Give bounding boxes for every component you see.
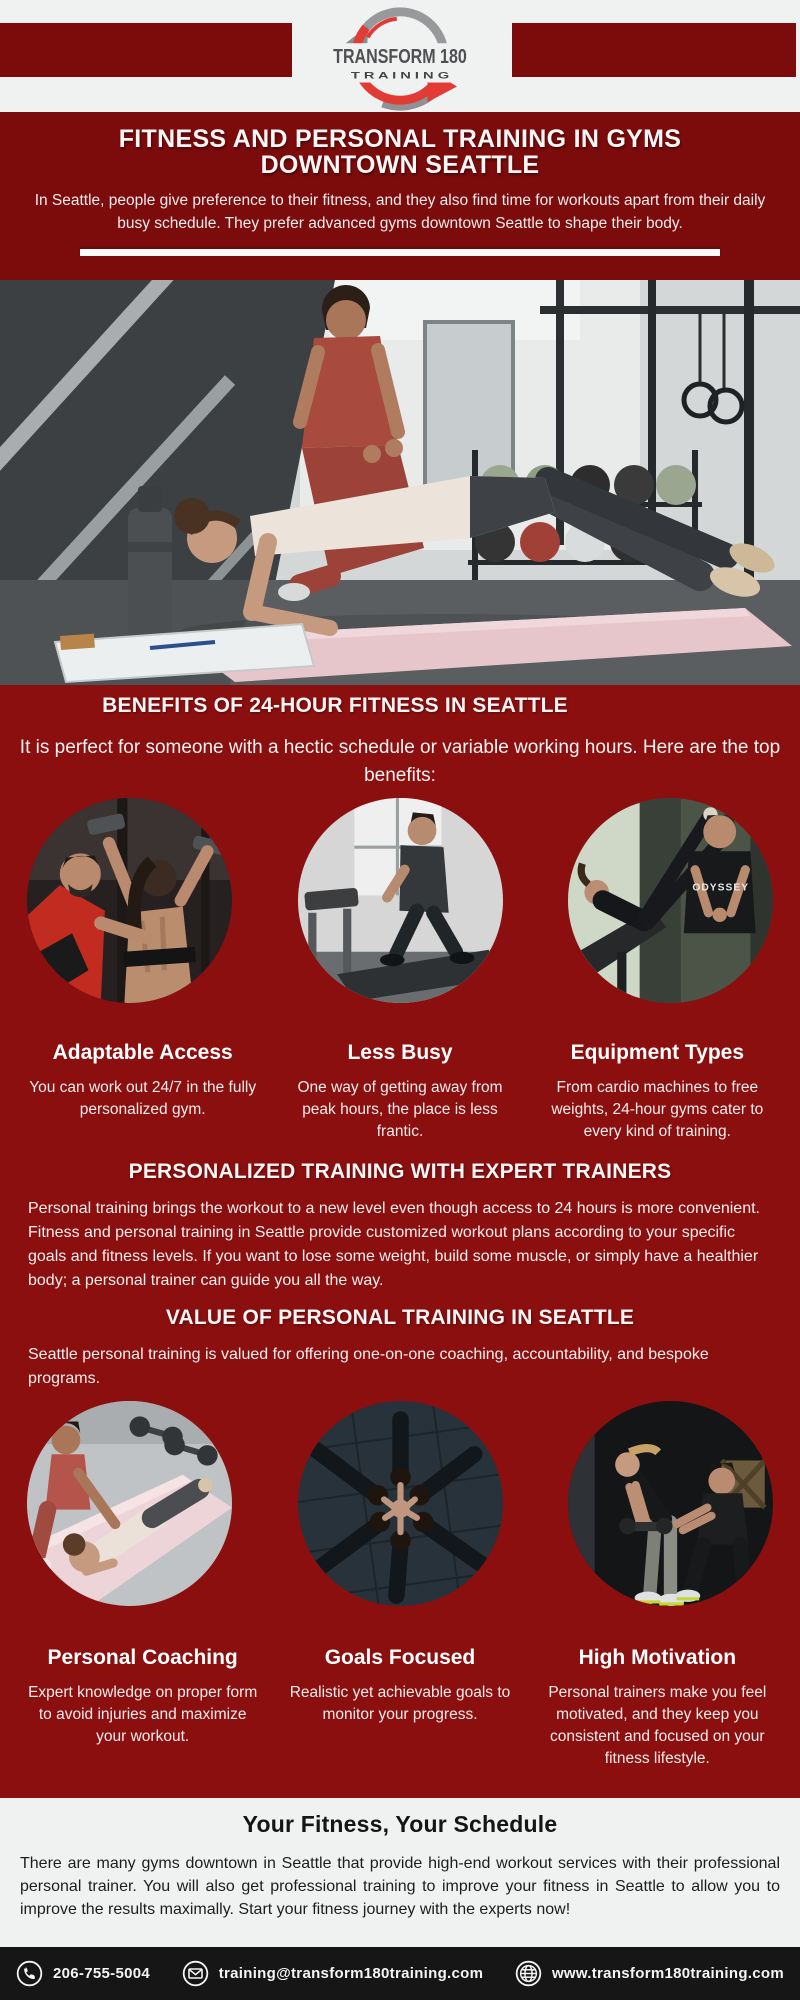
value-description: Personal trainers make you feel motivated, and they keep you consistent and focused on your fitness lifestyle. bbox=[548, 1684, 767, 1767]
value-title: Personal Coaching bbox=[47, 1646, 238, 1669]
logo-brand-text: TRANSFORM 180 bbox=[333, 44, 467, 68]
benefit-description: From cardio machines to free weights, 24-hour gyms cater to every kind of training. bbox=[551, 1079, 764, 1140]
coach-plank-mat-photo bbox=[27, 1401, 232, 1606]
personalized-heading: PERSONALIZED TRAINING WITH EXPERT TRAINERS bbox=[128, 1160, 672, 1183]
phone-number[interactable]: 206-755-5004 bbox=[53, 1965, 151, 1982]
closing-section bbox=[0, 1798, 800, 1947]
benefits-caption-row bbox=[0, 1041, 800, 1143]
photo-equipment-types bbox=[568, 798, 773, 1003]
photo-high-motivation bbox=[568, 1401, 773, 1606]
value-item-goals-focused bbox=[271, 1646, 528, 1770]
value-caption-row bbox=[0, 1646, 800, 1770]
logo-sub-text: T R A I N I N G bbox=[350, 70, 450, 81]
hero-photo bbox=[0, 280, 800, 685]
value-heading: VALUE OF PERSONAL TRAINING IN SEATTLE bbox=[165, 1306, 635, 1329]
closing-heading: Your Fitness, Your Schedule bbox=[242, 1811, 558, 1837]
divider-line bbox=[80, 249, 720, 256]
transform180-logo-icon bbox=[290, 0, 510, 112]
footer-contact-bar bbox=[0, 1947, 800, 2000]
email-icon bbox=[182, 1960, 209, 1987]
brand-logo bbox=[290, 0, 510, 117]
benefit-title: Less Busy bbox=[347, 1041, 453, 1064]
photo-adaptable-access bbox=[27, 798, 232, 1003]
phone-icon bbox=[16, 1960, 43, 1987]
website-contact[interactable] bbox=[515, 1960, 784, 1987]
value-item-personal-coaching bbox=[14, 1646, 271, 1770]
photo-less-busy bbox=[298, 798, 503, 1003]
benefit-item-less-busy bbox=[271, 1041, 528, 1143]
value-title: Goals Focused bbox=[324, 1646, 476, 1669]
globe-icon bbox=[515, 1960, 542, 1987]
group-plank-circle-photo bbox=[298, 1401, 503, 1606]
benefits-intro: It is perfect for someone with a hectic schedule or variable working hours. Here are the top benefits: bbox=[19, 737, 781, 786]
email-address[interactable]: training@transform180training.com bbox=[218, 1965, 484, 1982]
shirt-brand-text: ODYSSEY bbox=[692, 882, 750, 894]
header-bar-right bbox=[512, 23, 796, 77]
value-description: Realistic yet achievable goals to monitor your progress. bbox=[289, 1684, 511, 1723]
intro-paragraph: In Seattle, people give preference to their fitness, and they also find time for workouts apart from their daily busy schedule. They prefer advanced gyms downtown Seattle to shape their body. bbox=[34, 192, 766, 232]
benefit-title: Equipment Types bbox=[570, 1041, 745, 1064]
value-paragraph: Seattle personal training is valued for offering one-on-one coaching, accountability, and bespoke programs. bbox=[28, 1346, 709, 1387]
benefits-photo-row bbox=[0, 798, 800, 1003]
header-bar-left bbox=[0, 23, 292, 77]
personalized-paragraph: Personal training brings the workout to a new level even though access to 24 hours is more convenient. Fitness and personal training in Seattle provide customized workout plans according to your specific goals and fitness levels. If you want to lose some weight, build some muscle, or simply have a healthier body; a personal trainer can guide you all the way. bbox=[28, 1200, 760, 1289]
website-url[interactable]: www.transform180training.com bbox=[551, 1965, 784, 1982]
benefit-description: You can work out 24/7 in the fully personalized gym. bbox=[29, 1079, 257, 1118]
benefit-item-adaptable-access bbox=[14, 1041, 271, 1143]
main-content bbox=[0, 685, 800, 1798]
hero-gym-plank-photo bbox=[0, 280, 800, 685]
benefits-heading: BENEFITS OF 24-HOUR FITNESS IN SEATTLE bbox=[102, 694, 568, 717]
treadmill-runner-photo bbox=[298, 798, 503, 1003]
trainer-bench-workout-photo bbox=[568, 798, 773, 1003]
title-section bbox=[0, 112, 800, 280]
phone-contact[interactable] bbox=[16, 1960, 150, 1987]
email-contact[interactable] bbox=[182, 1960, 484, 1987]
page-title bbox=[0, 126, 800, 178]
benefit-item-equipment-types bbox=[529, 1041, 786, 1143]
closing-paragraph: There are many gyms downtown in Seattle that provide high-end workout services with their professional personal trainer. You will also get professional training to improve your fitness in Seattle to allow you to improve the results maximally. Start your fitness journey with the experts now! bbox=[20, 1855, 780, 1918]
trainer-dumbbell-motivation-photo bbox=[568, 1401, 773, 1606]
value-item-high-motivation bbox=[529, 1646, 786, 1770]
benefit-description: One way of getting away from peak hours, the place is less frantic. bbox=[297, 1079, 503, 1140]
photo-goals-focused bbox=[298, 1401, 503, 1606]
gym-dumbbell-training-photo bbox=[27, 798, 232, 1003]
benefit-title: Adaptable Access bbox=[52, 1041, 233, 1064]
value-title: High Motivation bbox=[578, 1646, 737, 1669]
page-title-line1: FITNESS AND PERSONAL TRAINING IN GYMS bbox=[118, 125, 682, 153]
photo-personal-coaching bbox=[27, 1401, 232, 1606]
value-photo-row bbox=[0, 1401, 800, 1606]
top-band bbox=[0, 0, 800, 112]
page-title-line2: DOWNTOWN SEATTLE bbox=[260, 151, 540, 179]
value-description: Expert knowledge on proper form to avoid injuries and maximize your workout. bbox=[28, 1684, 258, 1745]
